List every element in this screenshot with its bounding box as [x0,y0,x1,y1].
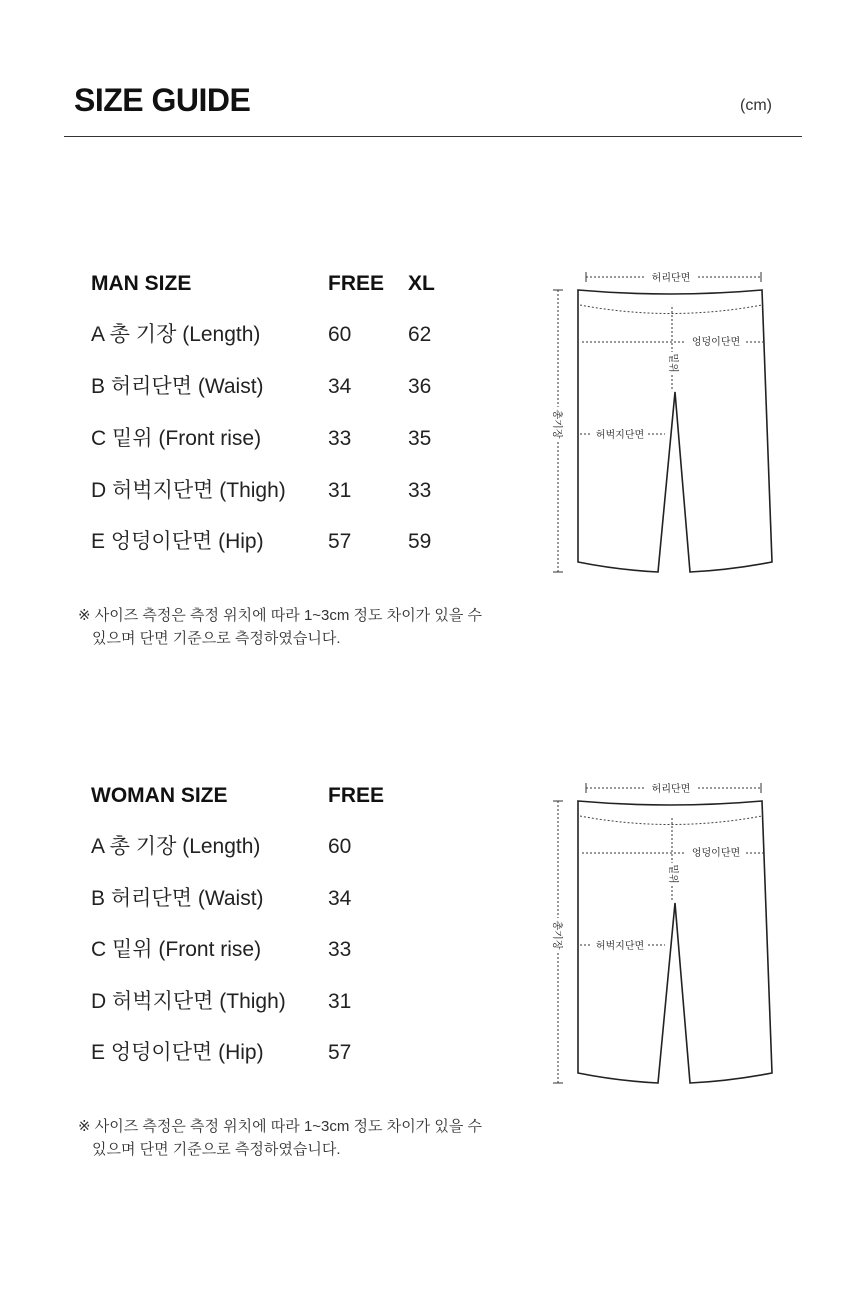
note-line: 있으며 단면 기준으로 측정하였습니다. [92,1141,341,1158]
measurement-label: E 엉덩이단면 (Hip) [91,530,264,553]
page-title: SIZE GUIDE [74,82,251,118]
measurement-note [78,1115,518,1161]
length-label: 총기장 [551,920,562,950]
measurement-label: B 허리단면 (Waist) [91,375,264,398]
section-heading: MAN SIZE [91,272,192,295]
measurement-label: E 엉덩이단면 (Hip) [91,1041,264,1064]
note-line: ※ 사이즈 측정은 측정 위치에 따라 1~3cm 정도 차이가 있을 수 [78,607,482,624]
measurement-value: 33 [328,938,352,961]
measurement-value: 57 [328,1041,352,1064]
measurement-label: A 총 기장 (Length) [91,835,261,858]
measurement-label: B 허리단면 (Waist) [91,887,264,910]
measurement-value: 34 [328,375,352,398]
measurement-value: 36 [408,375,432,398]
size-column-header: FREE [328,784,385,807]
measurement-value: 34 [328,887,352,910]
thigh-label: 허벅지단면 [595,941,645,952]
measurement-value: 33 [408,479,432,502]
note-line: 있으며 단면 기준으로 측정하였습니다. [92,630,341,647]
note-line: ※ 사이즈 측정은 측정 위치에 따라 1~3cm 정도 차이가 있을 수 [78,1118,482,1135]
measurement-label: D 허벅지단면 (Thigh) [91,990,286,1013]
length-label: 총기장 [551,409,562,439]
size-column-header: FREE [328,272,385,295]
measurement-value: 33 [328,427,352,450]
measurement-value: 60 [328,835,352,858]
rise-label: 밑위 [667,353,678,373]
measurement-note [78,604,518,650]
measurement-label: C 밑위 (Front rise) [91,938,262,961]
measurement-value: 57 [328,530,352,553]
section-heading: WOMAN SIZE [91,784,228,807]
measurement-label: C 밑위 (Front rise) [91,427,262,450]
hip-label: 엉덩이단면 [691,337,741,348]
measurement-value: 35 [408,427,432,450]
size-column-header: XL [408,272,435,295]
unit-label: (cm) [740,97,772,114]
measurement-value: 31 [328,990,352,1013]
hip-label: 엉덩이단면 [691,848,741,859]
measurement-value: 60 [328,323,352,346]
measurement-label: A 총 기장 (Length) [91,323,261,346]
pants-diagram [540,262,780,582]
measurement-value: 62 [408,323,432,346]
waist-label: 허리단면 [651,273,691,284]
rise-label: 밑위 [667,864,678,884]
measurement-value: 59 [408,530,432,553]
waist-label: 허리단면 [651,784,691,795]
header-divider [64,136,802,137]
measurement-value: 31 [328,479,352,502]
pants-diagram [540,773,780,1093]
thigh-label: 허벅지단면 [595,430,645,441]
measurement-label: D 허벅지단면 (Thigh) [91,479,286,502]
